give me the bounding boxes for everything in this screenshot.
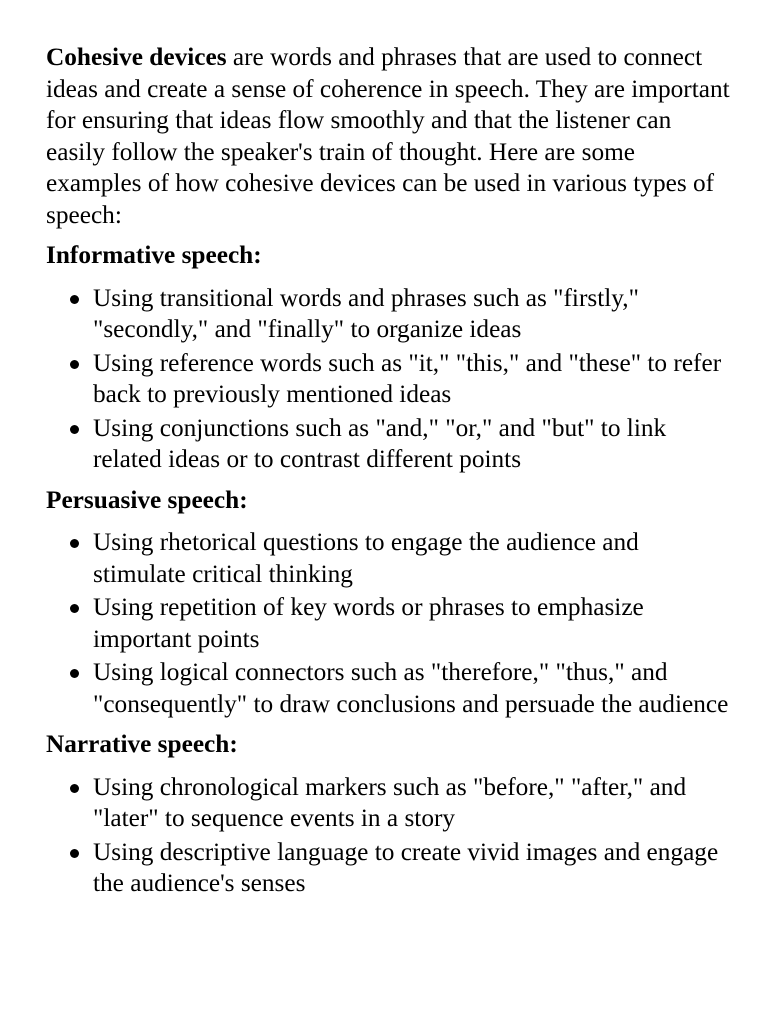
bullet-icon <box>70 604 79 613</box>
list-item <box>46 413 736 476</box>
list-item-text: Using reference words such as "it," "this," and "these" to refer back to previously mentioned ideas <box>93 348 722 408</box>
list-item <box>46 592 736 655</box>
bullet-list-narrative <box>46 772 736 900</box>
list-item <box>46 837 736 900</box>
section-heading-informative: Informative speech: <box>46 241 262 269</box>
bullet-icon <box>70 669 79 678</box>
list-item <box>46 348 736 411</box>
intro-term: Cohesive devices <box>46 43 227 71</box>
bullet-icon <box>70 539 79 548</box>
list-item-text: Using transitional words and phrases such as "firstly," "secondly," and "finally" to organize ideas <box>93 283 639 343</box>
bullet-icon <box>70 295 79 304</box>
list-item-text: Using conjunctions such as "and," "or," and "but" to link related ideas or to contrast different points <box>93 413 667 473</box>
list-item <box>46 657 736 720</box>
bullet-icon <box>70 784 79 793</box>
list-item <box>46 283 736 346</box>
list-item <box>46 527 736 590</box>
bullet-icon <box>70 425 79 434</box>
section-heading-narrative: Narrative speech: <box>46 730 238 758</box>
bullet-list-persuasive <box>46 527 736 720</box>
section-informative <box>46 240 736 476</box>
list-item-text: Using repetition of key words or phrases to emphasize important points <box>93 593 644 653</box>
section-persuasive <box>46 485 736 721</box>
section-heading-persuasive: Persuasive speech: <box>46 485 248 514</box>
list-item-text: Using descriptive language to create vivid images and engage the audience's senses <box>93 837 719 897</box>
list-item-text: Using logical connectors such as "therefore," "thus," and "consequently" to draw conclusions and persuade the audience <box>93 658 729 718</box>
document-page <box>46 42 736 902</box>
bullet-icon <box>70 849 79 858</box>
section-narrative <box>46 729 736 900</box>
intro-paragraph <box>46 42 736 231</box>
bullet-list-informative <box>46 283 736 476</box>
intro-text: are words and phrases that are used to connect ideas and create a sense of coherence in speech. They are important for ensuring that ideas flow smoothly and that the listener can easily follow the speaker's train of thought. Here are some examples of how cohesive devices can be used in various types of speech: <box>46 43 730 229</box>
list-item-text: Using chronological markers such as "before," "after," and "later" to sequence events in a story <box>93 772 687 832</box>
list-item-text: Using rhetorical questions to engage the audience and stimulate critical thinking <box>93 528 639 588</box>
bullet-icon <box>70 360 79 369</box>
list-item <box>46 772 736 835</box>
